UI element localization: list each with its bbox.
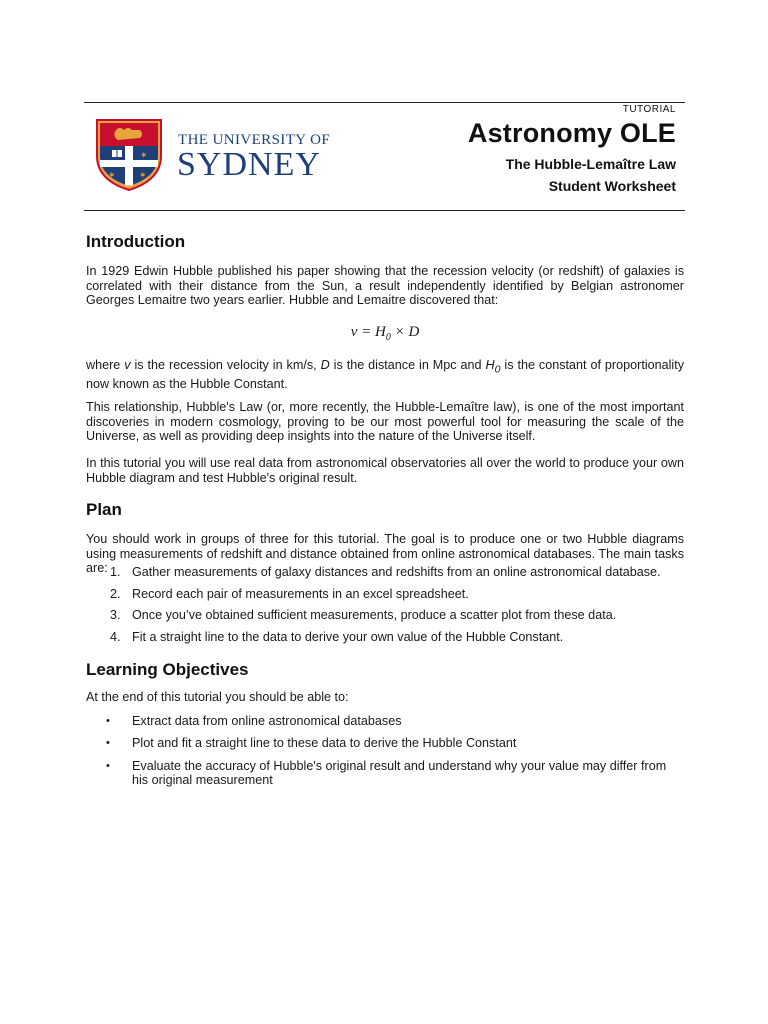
bullet-icon: • xyxy=(106,737,110,750)
formula-hubble-constant: H xyxy=(374,324,386,340)
bullet-icon: • xyxy=(106,759,110,772)
svg-text:✶: ✶ xyxy=(108,171,116,181)
list-item xyxy=(86,759,684,788)
plan-heading: Plan xyxy=(86,500,122,519)
list-number: 1. xyxy=(110,565,121,579)
svg-text:✶: ✶ xyxy=(139,171,147,181)
hubble-law-formula xyxy=(86,324,684,343)
svg-text:✶: ✶ xyxy=(140,151,148,161)
logo-line-2: SYDNEY xyxy=(177,146,321,183)
document-type: Student Worksheet xyxy=(548,178,676,194)
university-crest-icon xyxy=(94,118,164,192)
list-item xyxy=(86,587,684,602)
formula-subscript: 0 xyxy=(385,332,391,343)
formula-times: × xyxy=(390,324,409,340)
list-item xyxy=(86,736,684,751)
formula-equals: = xyxy=(357,324,375,340)
list-number: 4. xyxy=(110,630,121,645)
bullet-icon: • xyxy=(106,715,110,727)
header-top-rule xyxy=(84,102,685,103)
learning-objectives-intro: At the end of this tutorial you should be able to: xyxy=(86,690,349,704)
text-run: where xyxy=(86,358,125,372)
variable-v: v xyxy=(124,358,131,372)
variable-h: H xyxy=(485,358,495,372)
list-item xyxy=(86,565,684,580)
introduction-paragraph-1: In 1929 Edwin Hubble published his paper showing that the recession velocity (or redshift) of galaxies is correlated with their distance from the Sun, a result independently identified by Belgian astronomer Georges Lemaitre two years earlier. Hubble and Lemaitre discovered that: xyxy=(86,264,684,307)
text-run: is the recession velocity in km/s, xyxy=(130,358,321,372)
list-number: 2. xyxy=(110,586,121,601)
variable-h-subscript: 0 xyxy=(494,363,501,376)
list-item-text: Record each pair of measurements in an excel spreadsheet. xyxy=(132,586,469,601)
variable-d: D xyxy=(320,358,330,372)
document-subtitle: The Hubble-Lemaître Law xyxy=(505,156,676,172)
logo-line-1: THE UNIVERSITY OF xyxy=(178,132,331,148)
list-item-text: Fit a straight line to the data to derive your own value of the Hubble Constant. xyxy=(132,630,564,645)
header-bottom-rule xyxy=(84,210,685,211)
list-item-text: Evaluate the accuracy of Hubble's original result and understand why your value may differ from his original measurement xyxy=(132,758,667,788)
introduction-paragraph-2 xyxy=(86,358,684,392)
text-run: is the constant of proportionality now known as the Hubble Constant. xyxy=(86,358,685,392)
list-item-text: Once you’ve obtained sufficient measurements, produce a scatter plot from these data. xyxy=(132,608,617,623)
objectives-list xyxy=(86,714,684,795)
university-logo xyxy=(94,118,331,194)
list-item xyxy=(86,608,684,623)
learning-objectives-heading: Learning Objectives xyxy=(86,660,249,679)
list-item-text: Gather measurements of galaxy distances and redshifts from an online astronomical database. xyxy=(132,565,661,579)
text-run: is the distance in Mpc and xyxy=(329,358,486,372)
plan-paragraph: You should work in groups of three for this tutorial. The goal is to produce one or two Hubble diagrams using measurements of redshift and distance obtained from online astronomical databases. The main tasks are: xyxy=(86,532,684,575)
list-item-text: Extract data from online astronomical databases xyxy=(132,714,402,728)
list-number: 3. xyxy=(110,608,121,623)
tutorial-tag: TUTORIAL xyxy=(622,104,676,115)
task-list xyxy=(86,565,684,652)
introduction-heading: Introduction xyxy=(86,232,186,251)
introduction-paragraph-4: In this tutorial you will use real data from astronomical observatories all over the world to produce your own Hubble diagram and test Hubble's original result. xyxy=(86,456,684,485)
document-title: Astronomy OLE xyxy=(467,118,676,148)
list-item xyxy=(86,714,684,729)
introduction-paragraph-3: This relationship, Hubble's Law (or, more recently, the Hubble-Lemaître law), is one of the most important discoveries in modern cosmology, proving to be our most powerful tool for measuring the scale of the Universe, as well as providing deep insights into the nature of the Universe itself. xyxy=(86,400,684,443)
list-item-text: Plot and fit a straight line to these data to derive the Hubble Constant xyxy=(132,736,517,751)
list-item xyxy=(86,630,684,645)
formula-distance: D xyxy=(408,324,420,340)
formula-velocity: v xyxy=(350,324,358,340)
